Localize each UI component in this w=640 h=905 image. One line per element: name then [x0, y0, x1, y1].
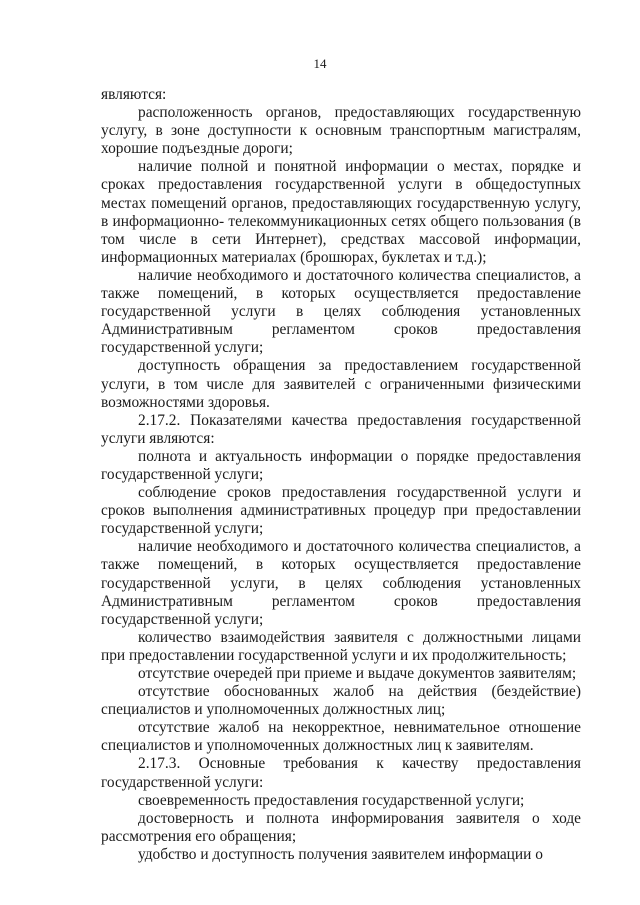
paragraph: достоверность и полнота информирования заявителя о ходе рассмотрения его обращения; [101, 809, 581, 845]
paragraph: наличие необходимого и достаточного количества специалистов, а также помещений, в которых осуществляется предоставление государственной услуги, в целях соблюдения установленных Административным регламентом сроков предоставления государственной услуги; [101, 538, 581, 628]
paragraph: отсутствие очередей при приеме и выдаче документов заявителям; [138, 665, 577, 682]
body-text [101, 86, 581, 864]
paragraph: количество взаимодействия заявителя с должностными лицами при предоставлении государственной услуги и их продолжительность; [101, 628, 581, 664]
paragraph: своевременность предоставления государственной услуги; [138, 791, 525, 809]
paragraph: наличие полной и понятной информации о местах, порядке и сроках предоставления государственной услуги в общедоступных местах помещений органов, предоставляющих государственную услугу, в информационно- телекоммуникационных сетях общего пользования (в том числе в сети Интернет), средствах массовой информации, информационных материалах (брошюрах, буклетах и т.д.); [101, 158, 581, 266]
page-number: 14 [313, 56, 327, 71]
paragraph: 2.17.2. Показателями качества предоставления государственной услуги являются: [101, 411, 581, 447]
paragraph: расположенность органов, предоставляющих государственную услугу, в зоне доступности к основным транспортным магистралям, хорошие подъездные дороги; [101, 104, 581, 158]
paragraph: полнота и актуальность информации о порядке предоставления государственной услуги; [101, 447, 581, 483]
paragraph: наличие необходимого и достаточного количества специалистов, а также помещений, в которых осуществляется предоставление государственной услуги в целях соблюдения установленных Административным регламентом сроков предоставления государственной услуги; [101, 266, 581, 357]
paragraph: отсутствие жалоб на некорректное, невнимательное отношение специалистов и уполномоченных должностных лиц к заявителям. [101, 719, 581, 755]
paragraph: 2.17.3. Основные требования к качеству предоставления государственной услуги: [101, 755, 581, 791]
paragraph: являются: [101, 86, 167, 103]
paragraph: удобство и доступность получения заявителем информации о [138, 845, 543, 863]
paragraph: соблюдение сроков предоставления государственной услуги и сроков выполнения административных процедур при предоставлении государственной услуги; [101, 484, 581, 538]
paragraph: доступность обращения за предоставлением государственной услуги, в том числе для заявителей с ограниченными физическими возможностями здоровья. [101, 357, 581, 411]
paragraph: отсутствие обоснованных жалоб на действия (бездействие) специалистов и уполномоченных должностных лиц; [101, 683, 581, 719]
